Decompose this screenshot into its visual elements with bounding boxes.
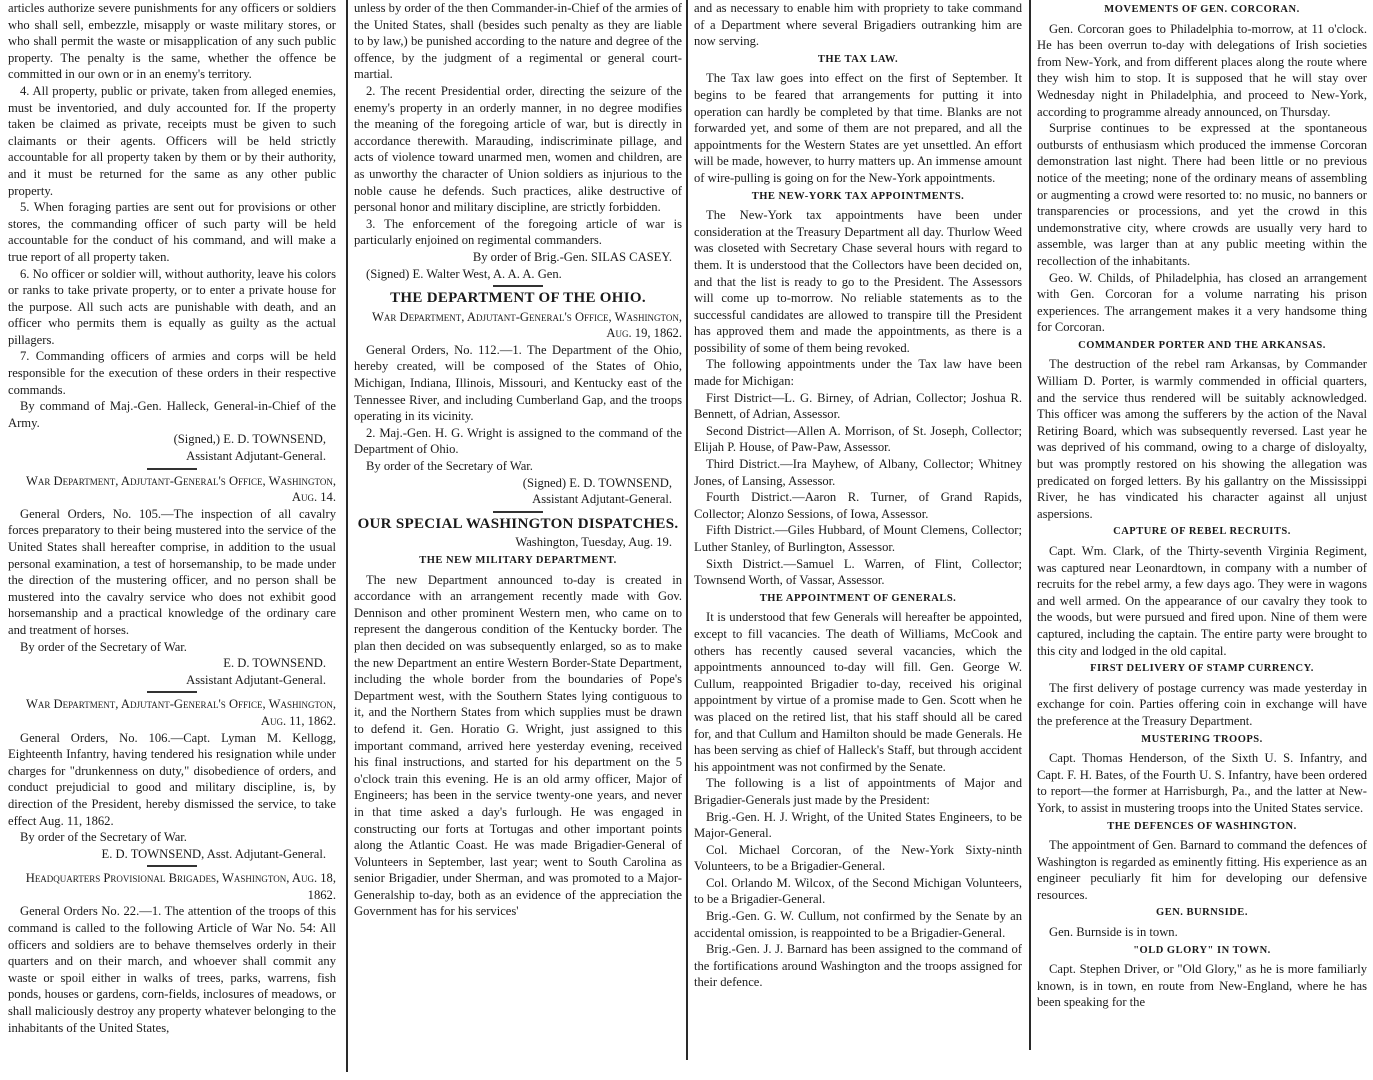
section-heading: MOVEMENTS OF GEN. CORCORAN. <box>1104 4 1300 15</box>
section-heading: GEN. BURNSIDE. <box>1156 907 1248 919</box>
section-heading: THE NEW-YORK TAX APPOINTMENTS. <box>751 190 965 202</box>
signature-line: Assistant Adjutant-General. <box>532 492 672 507</box>
article-paragraph: The new Department announced to-day is created in accordance with an arrangement recently made with Gov. Dennison and other prominent Western men, who came on to represent the dangerous condition of the Kentucky border. The plan then decided on was subsequently enlarged, so as to make the new Department an entire Western Border-State Department, including the whole border from the boundaries of Pope's Department west, with the Southern States lying contiguous to it, and the Northern States from which supplies must be drawn to defend it. Gen. Horatio G. Wright, just assigned to this important command, arrived here yesterday evening, received his final instructions, and started for his department on the 5 o'clock train this evening. He is an old army officer, Major of Engineers; has been in the service twenty-one years, and never in that time asked a day's furlough. He was engaged in constructing our forts at Tortugas and other important points along the Atlantic Coast. He was made Brigadier-General of Volunteers in September, last year; went to South Carolina as senior Brigadier, under Sherman, and was promoted to a Major-Generalship to-day, both as an evidence of the appreciation the Government has for his services' <box>354 572 682 919</box>
article-paragraph: The following is a list of appointments of Major and Brigadier-Generals just made by the President: <box>694 776 1022 807</box>
column-divider-3 <box>1029 0 1031 1050</box>
article-paragraph: 2. The recent Presidential order, directing the seizure of the enemy's property in an orderly manner, in no degree modifies the meaning of the foregoing article of war, but is directly in accordance therewith. Marauding, indiscriminate pillage, and acts of violence toward unarmed men, women and children, are as unworthy the character of Union soldiers as injurious to the noble cause he defends. Such practices, alike destructive of personal honor and military discipline, are strictly forbidden. <box>354 83 682 215</box>
article-paragraph: Second District—Allen A. Morrison, of St. Joseph, Collector; Elijah P. House, of Paw-Paw, Assessor. <box>694 423 1022 455</box>
article-paragraph: and as necessary to enable him with propriety to take command of a Department where several Brigadiers outranking him are now serving. <box>694 1 1022 49</box>
article-paragraph: The appointment of Gen. Barnard to command the defences of Washington is regarded as eminently fitting. His experience as an engineer peculiarly fit him for developing our defensive resources. <box>1037 838 1367 902</box>
article-paragraph: The destruction of the rebel ram Arkansas, by Commander William D. Porter, is warmly commended in official quarters, and the service thus rendered will be suitably acknowledged. This officer was among the sufferers by the action of the Naval Retiring Board, which was subsequently reversed. Last year he was deprived of his command, owing to a charge of disloyalty, but was promptly restored on his showing the allegation was predicated on forged letters. By his gallantry on the Mississippi River, he has vindicated his character against all unjust aspersions. <box>1037 357 1367 521</box>
article-paragraph: General Orders, No. 106.—Capt. Lyman M. Kellogg, Eighteenth Infantry, having tendered his resignation while under charges for "drunkenness on duty," disobedience of orders, and conduct prejudicial to good and military discipline, is, by direction of the President, hereby dismissed the service, to take effect Aug. 11, 1862. <box>8 730 336 828</box>
signature-line: Assistant Adjutant-General. <box>186 449 326 464</box>
article-paragraph: articles authorize severe punishments for any officers or soldiers who shall sell, embezzle, misapply or waste military stores, or who shall permit the waste or misapplication of any such public property. The penalty is the same, whether the offence be committed in our own or in an enemy's territory. <box>8 1 336 82</box>
article-paragraph: Fourth District.—Aaron R. Turner, of Grand Rapids, Collector; Alonzo Sessions, of Iowa, Assessor. <box>694 490 1022 521</box>
column-2 <box>350 0 686 1070</box>
section-rule <box>147 468 197 470</box>
article-paragraph: The Tax law goes into effect on the first of September. It begins to be feared that arrangements for putting it into operation can hardly be completed by that time. Blanks are not forwarded yet, and some of them are not prepared, and all the appointments for the Western States are yet unsettled. An effort will be made, however, to hurry matters up. An immense amount of wire-pulling is going on for the New-York appointments. <box>694 71 1022 185</box>
article-paragraph: Gen. Corcoran goes to Philadelphia to-morrow, at 11 o'clock. He has been overrun to-day with delegations of Irish societies from New-York, and from different places along the route where they wish him to stop. It is supposed that he will stay over Wednesday night in Philadelphia, and proceed to New-York, according to programme already announced, on Thursday. <box>1037 21 1367 119</box>
article-paragraph: Col. Michael Corcoran, of the New-York Sixty-ninth Volunteers, to be a Brigadier-General. <box>694 842 1022 874</box>
article-paragraph: Col. Orlando M. Wilcox, of the Second Michigan Volunteers, to be a Brigadier-General. <box>694 875 1022 907</box>
signature-line: (Signed,) E. D. TOWNSEND, <box>173 432 326 447</box>
article-paragraph: Geo. W. Childs, of Philadelphia, has closed an arrangement with Gen. Corcoran for a volume narrating his prison experiences. The arrangement makes it a very handsome thing for Corcoran. <box>1037 270 1367 335</box>
dateline: Headquarters Provisional Brigades, Washington, Aug. 18, 1862. <box>25 871 336 902</box>
section-heading: COMMANDER PORTER AND THE ARKANSAS. <box>1078 339 1326 351</box>
section-rule <box>147 865 197 867</box>
article-paragraph: Gen. Burnside is in town. <box>1049 925 1178 940</box>
article-paragraph: By order of the Secretary of War. <box>20 639 187 654</box>
section-heading: "OLD GLORY" IN TOWN. <box>1133 944 1271 956</box>
column-divider-1 <box>346 0 348 1072</box>
signature-line: E. D. TOWNSEND, Asst. Adjutant-General. <box>101 846 326 861</box>
article-paragraph: General Orders No. 22.—1. The attention of the troops of this command is called to the following Article of War No. 54: All officers and soldiers are to behave themselves orderly in their quarters and on their march, and whoever shall commit any waste or spoil either in walks of trees, parks, warrens, fish ponds, houses or gardens, corn-fields, inclosures of meadows, or shall maliciously destroy any property whatever belonging to the inhabitants of the United States, <box>8 904 336 1035</box>
article-paragraph: Capt. Thomas Henderson, of the Sixth U. S. Infantry, and Capt. F. H. Bates, of the Fourth U. S. Infantry, have been ordered to report—the former at Harrisburgh, Pa., and the latter at New-York, to assist in mustering troops into the United States service. <box>1037 751 1367 815</box>
column-3 <box>690 0 1026 1080</box>
signature-line: Washington, Tuesday, Aug. 19. <box>515 535 672 550</box>
article-paragraph: By command of Maj.-Gen. Halleck, General-in-Chief of the Army. <box>8 399 336 430</box>
signature-line: E. D. TOWNSEND. <box>223 656 326 671</box>
article-paragraph: 2. Maj.-Gen. H. G. Wright is assigned to the command of the Department of Ohio. <box>354 425 682 457</box>
article-paragraph: By order of the Secretary of War. <box>20 830 187 845</box>
article-paragraph: Surprise continues to be expressed at the spontaneous outbursts of enthusiasm which produced the immense Corcoran demonstration last night. There had been little or no previous notice of the meeting; none of the ordinary means of assembling or augmenting a crowd were resorted to: no music, no banners or transparencies or processions, and yet the crowd in this undemonstrative city, where crowds are usually very hard to assemble, was larger than at any public meeting within the recollection of the inhabitants. <box>1037 121 1367 268</box>
signature-line: Assistant Adjutant-General. <box>186 672 326 687</box>
article-paragraph: 5. When foraging parties are sent out for provisions or other stores, the commanding officer of such party will be held accountable for the conduct of his command, and will make a true report of all property taken. <box>8 200 336 264</box>
signature-line: (Signed) E. D. TOWNSEND, <box>522 475 672 490</box>
article-paragraph: General Orders, No. 112.—1. The Department of the Ohio, hereby created, will be composed of the States of Ohio, Michigan, Indiana, Illinois, Missouri, and Kentucky east of the Tennessee River, and including Cumberland Gap, and the troops operating in its vicinity. <box>354 342 682 424</box>
article-paragraph: unless by order of the then Commander-in-Chief of the armies of the United States, shall (besides such penalty as they are liable to by law,) be punished according to the nature and degree of the offence, by the judgment of a regimental or general court-martial. <box>354 1 682 82</box>
dateline: War Department, Adjutant-General's Office, Washington, Aug. 14. <box>26 473 336 505</box>
section-heading: CAPTURE OF REBEL RECRUITS. <box>1113 526 1291 538</box>
article-paragraph: Sixth District.—Samuel L. Warren, of Flint, Collector; Townsend Worth, of Vassar, Assessor. <box>694 556 1022 588</box>
article-paragraph: Capt. Stephen Driver, or "Old Glory," as he is more familiarly known, is in town, en route from New-England, where he has been speaking for the <box>1037 962 1367 1010</box>
article-paragraph: Fifth District.—Giles Hubbard, of Mount Clemens, Collector; Luther Stanley, of Burlington, Assessor. <box>694 523 1022 554</box>
article-paragraph: The first delivery of postage currency was made yesterday in exchange for coin. Parties offering coin in exchange will have the preference at the Treasury Department. <box>1037 680 1367 728</box>
column-4 <box>1033 0 1371 1080</box>
article-paragraph: Third District.—Ira Mayhew, of Albany, Collector; Whitney Jones, of Lansing, Assessor. <box>694 457 1022 488</box>
section-heading: MUSTERING TROOPS. <box>1141 733 1263 745</box>
article-paragraph: First District—L. G. Birney, of Adrian, Collector; Joshua R. Bennett, of Adrian, Assessor. <box>694 390 1022 422</box>
article-paragraph: Brig.-Gen. H. J. Wright, of the United States Engineers, to be Major-General. <box>694 809 1022 841</box>
dateline: War Department, Adjutant-General's Office, Washington, Aug. 11, 1862. <box>26 697 336 728</box>
article-paragraph: 7. Commanding officers of armies and corps will be held responsible for the execution of these orders in their respective commands. <box>8 349 336 397</box>
article-paragraph: 6. No officer or soldier will, without authority, leave his colors or ranks to take private property, or to enter a private house for the purpose. All such acts are punishable with death, and an officer who permits them is equally as guilty as the actual pillagers. <box>8 266 336 347</box>
article-paragraph: (Signed) E. Walter West, A. A. A. Gen. <box>366 266 562 281</box>
section-heading: FIRST DELIVERY OF STAMP CURRENCY. <box>1090 663 1314 675</box>
article-paragraph: It is understood that few Generals will hereafter be appointed, except to fill vacancies. The death of Williams, McCook and others has recently caused several vacancies, which the appointments announced to-day will fill. Gen. George W. Cullum, reappointed Brigadier to-day, received his original appointment by virtue of a promise made to Gen. Scott when he was placed on the retired list, that his staff should all be cared for, and that Cullum and Hamilton should be made Generals. He has been serving as chief of Halleck's Staff, but through accident his appointment was not confirmed by the Senate. <box>694 610 1022 774</box>
article-paragraph: Brig.-Gen. G. W. Cullum, not confirmed by the Senate by an accidental omission, is reappointed to be a Brigadier-General. <box>694 909 1022 940</box>
major-heading: THE DEPARTMENT OF THE OHIO. <box>390 290 646 307</box>
section-heading: THE APPOINTMENT OF GENERALS. <box>759 592 957 604</box>
article-paragraph: 4. All property, public or private, taken from alleged enemies, must be inventoried, and duly accounted for. If the property taken be claimed as private, receipts must be given to such claimants or their agents. Officers will be held strictly accountable for all property taken by them or by their authority, and it must be returned for the same as any other public property. <box>8 83 336 198</box>
section-rule <box>147 691 197 693</box>
section-heading: THE TAX LAW. <box>817 53 899 65</box>
article-paragraph: Capt. Wm. Clark, of the Thirty-seventh Virginia Regiment, was captured near Leonardtown, in company with a number of recruits for the rebel army, a few days ago. They were in wagons and well armed. On the appearance of our cavalry they took to the woods, but were pursued and fired upon. Nine of them were captured, including the captain. The entire party were brought to this city and lodged in the old capital. <box>1037 544 1367 658</box>
section-rule <box>493 511 543 513</box>
article-paragraph: The following appointments under the Tax law have been made for Michigan: <box>694 357 1022 389</box>
signature-line: By order of Brig.-Gen. SILAS CASEY. <box>472 249 672 264</box>
column-1 <box>4 0 340 1070</box>
article-paragraph: 3. The enforcement of the foregoing article of war is particularly enjoined on regimental commanders. <box>354 216 682 248</box>
major-heading: OUR SPECIAL WASHINGTON DISPATCHES. <box>357 515 679 532</box>
dateline: War Department, Adjutant-General's Office, Washington, Aug. 19, 1862. <box>372 309 682 341</box>
article-paragraph: Brig.-Gen. J. J. Barnard has been assigned to the command of the fortifications around Washington and the troops assigned for their defence. <box>694 942 1022 990</box>
column-divider-2 <box>686 0 688 1060</box>
section-heading: THE NEW MILITARY DEPARTMENT. <box>419 555 617 566</box>
section-rule <box>493 285 543 287</box>
article-paragraph: By order of the Secretary of War. <box>366 459 533 474</box>
article-paragraph: General Orders, No. 105.—The inspection of all cavalry forces preparatory to their being mustered into the service of the United States shall hereafter comprise, in addition to the usual personal examination, a test of horsemanship, to be made under the direction of the mustering officer, and no person shall be mustered into the cavalry service who does not exhibit good horsemanship and a practical knowledge of the ordinary care and treatment of horses. <box>8 506 336 637</box>
article-paragraph: The New-York tax appointments have been under consideration at the Treasury Department all day. Thurlow Weed was closeted with Secretary Chase several hours with regard to them. It is understood that the Collectors have been decided on, and that the list is ready to go to the President. The Assessors will come up to-morrow. No reliable statements as to the successful candidates are allowed to transpire till the President has approved them and made the appointments, as there is a possibility of some of them being revoked. <box>694 208 1022 355</box>
section-heading: THE DEFENCES OF WASHINGTON. <box>1107 820 1297 832</box>
